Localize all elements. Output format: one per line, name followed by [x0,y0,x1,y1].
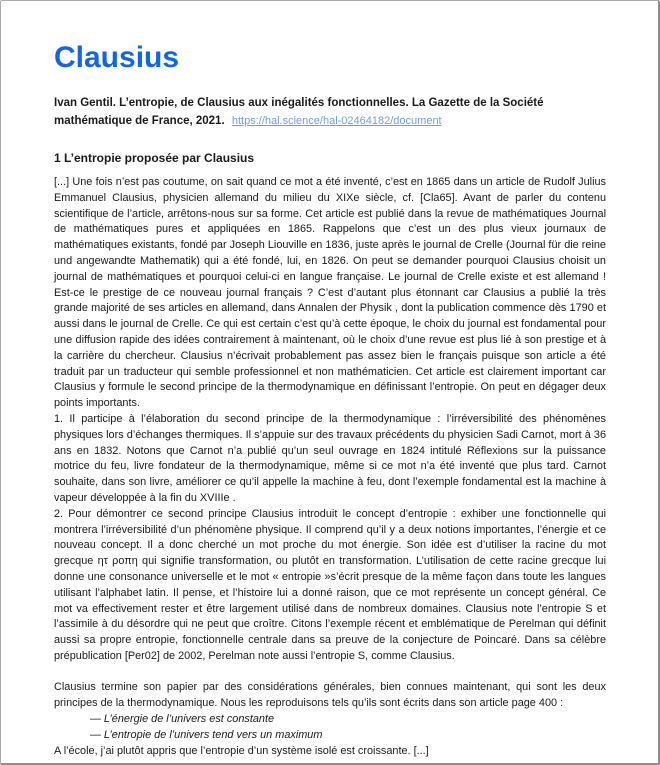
page-title: Clausius [54,41,180,74]
principle-energy: — L’énergie de l’univers est constante [90,713,275,726]
citation [54,94,606,131]
paragraph-intro: [...] Une fois n’est pas coutume, on sait quand ce mot a été inventé, c’est en 1865 dans un article de Rudolf Julius Emmanuel Clausius, physicien allemand du milieu du XIXe siècle, cf. [Cla65]. Avant de parler du contenu scientifique de l’article, arrêtons-nous sur sa forme. Cet article est publié dans la revue de mathématiques Journal de mathématiques pures et appliquées en 1865. Rappelons que c’est un des plus vieux journaux de mathématiques existants, fondé par Joseph Liouville en 1836, juste après le journal de Crelle (Journal für die reine und angewandte Mathematik) qui a été fondé, lui, en 1826. On peut se demander pourquoi Clausius choisit un journal de mathématiques et pourquoi celui-ci en langue française. Le journal de Crelle existe et est allemand ! Est-ce le prestige de ce nouveau journal français ? C’est d’autant plus étonnant car Clausius a publié la très grande majorité de ses articles en allemand, dans Annalen der Physik , dont la publication commence dès 1790 et aussi dans le journal de Crelle. Ce qui est certain c’est qu’à cette époque, le choix du journal est fondamental pour une diffusion rapide des idées contrairement à maintenant, où le choix d’une revue est plus lié à son prestige et à la carrière du chercheur. Clausius n’écrivait probablement pas assez bien le français puisque son article a été traduit par un traducteur qui semble professionnel et non mathématicien. Cet article est clairement important car Clausius y formule le second principe de la thermodynamique en définissant l’entropie. On peut en dégager deux points importants. [54,175,606,410]
citation-text: Ivan Gentil. L’entropie, de Clausius aux inégalités fonctionnelles. La Gazette de la Société mathématique de France, 2021. [54,97,544,128]
paragraph-point-2: 2. Pour démontrer ce second principe Clausius introduit le concept d’entropie : exhiber une fonctionnelle qui montrera l’irréversibilité d’un phénomène physique. Il comprend qu’il y a deux notions importantes, l’énergie et ce nouveau concept. Il a donc cherché un mot proche du mot énergie. Son idée est d’utiliser la racine du mot grecque ητ ροπη qui signifie transformation, ou plutôt en transformation. L’utilisation de cette racine grecque lui donne une consonance universelle et le mot « entropie »s’écrit presque de la même façon dans toute les langues utilisant l’alphabet latin. Il pense, et l’histoire lui a donné raison, que ce mot représente un concept général. Ce mot va effectivement rester et être largement utilisé dans de nombreux domaines. Clausius note l’entropie S et l’assimile à du désordre qui ne peut que croître. Citons l’exemple récent et emblématique de Perelman qui définit aussi sa propre entropie, fonctionnelle centrale dans sa preuve de la conjecture de Poincaré. Dans sa célèbre prépublication [Per02] de 2002, Perelman note aussi l’entropie S, comme Clausius. [54,507,606,662]
paragraph-point-1: 1. Il participe à l’élaboration du second principe de la thermodynamique : l’irréversibilité des phénomènes physiques lors d’échanges thermiques. Il s’appuie sur des travaux précédents du physicien Sadi Carnot, mort à 36 ans en 1832. Notons que Carnot n’a publié qu’un seul ouvrage en 1824 intitulé Réflexions sur la puissance motrice du feu, livre fondateur de la thermodynamique, même si ce mot n’a été inventé que plus tard. Carnot souhaite, dans son livre, améliorer ce qu’il appelle la machine à feu, dont l’exemple fondamental est la machine à vapeur développée à la fin du XVIIIe . [54,412,606,504]
principle-entropy: — L’entropie de l’univers tend vers un maximum [90,728,323,741]
paragraph-final: A l’école, j’ai plutôt appris que l’entropie d’un système isolé est croissante. [...] [54,744,429,757]
paragraph-closing: Clausius termine son papier par des considérations générales, bien connues maintenant, qui sont les deux principes de la thermodynamique. Nous les reproduisons tels qu’ils sont écrits dans son article page 400 : [54,681,606,710]
section-heading: 1 L’entropie proposée par Clausius [54,150,255,165]
citation-link[interactable]: https://hal.science/hal-02464182/document [231,115,442,128]
